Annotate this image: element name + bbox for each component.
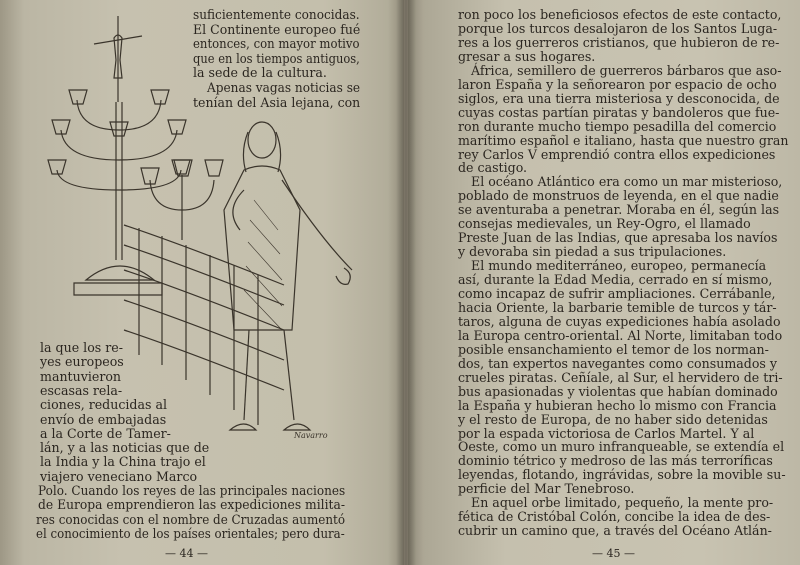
text-line: poblado de monstruos de leyenda, en el que nadie [458, 188, 779, 204]
text-line: así, durante la Edad Media, cerrado en sí mismo, [458, 272, 773, 288]
text-line: En aquel orbe limitado, pequeño, la mente pro- [471, 495, 774, 511]
text-line: Preste Juan de las Indias, que apresaba los navíos [458, 230, 778, 246]
text-line: porque los turcos desalojaron de los Santos Luga- [458, 20, 778, 36]
text-line: taros, alguna de cuyas expediciones había asolado [458, 313, 781, 329]
text-line: fética de Cristóbal Colón, concibe la idea de des- [458, 509, 771, 525]
text-line: ron poco los beneficiosos efectos de este contacto, [458, 7, 782, 22]
text-line: El océano Atlántico era como un mar misterioso, [471, 174, 783, 190]
right-page [408, 0, 800, 565]
text-line: a la Corte de Tamer- [40, 425, 171, 441]
text-line: siglos, era una tierra misteriosa y desconocida, de [458, 90, 780, 106]
text-line: ron durante mucho tiempo pesadilla del comercio [458, 118, 777, 134]
text-line: El mundo mediterráneo, europeo, permanecía [471, 258, 767, 274]
text-line: mantuvieron [40, 368, 122, 384]
text-line: África, semillero de guerreros bárbaros que aso- [471, 62, 782, 78]
text-line: crueles piratas. Ceñíale, al Sur, el hervidero de tri- [458, 369, 783, 385]
text-line: el conocimiento de los países orientales; pero dura- [36, 525, 345, 541]
text-line: dos, tan expertos navegantes como consumados y [458, 355, 778, 371]
text-line: suficientemente conocidas. [193, 7, 360, 22]
text-line: de castigo. [458, 160, 528, 176]
text-line: ciones, reducidas al [40, 397, 167, 413]
text-line: yes europeos [40, 354, 124, 370]
text-line: la India y la China trajo el [40, 454, 206, 470]
text-line: la España y hubieran hecho lo mismo con Francia [458, 397, 777, 413]
text-line: la sede de la cultura. [193, 65, 327, 81]
text-line: viajero veneciano Marco [40, 468, 198, 484]
text-line: como incapaz de sufrir ampliaciones. Cerrábanle, [458, 286, 776, 301]
text-line: la Europa centro-oriental. Al Norte, limitaban todo [458, 327, 783, 343]
text-line: la que los re- [40, 340, 123, 355]
text-line: escasas rela- [40, 382, 123, 398]
text-line: consejas medievales, un Rey-Ogro, el llamado [458, 216, 751, 232]
text-line: entonces, con mayor motivo [193, 36, 360, 52]
text-line: envío de embajadas [40, 411, 167, 427]
text-line: res a los guerreros cristianos, que hubieron de re- [458, 34, 780, 50]
text-line: El Continente europeo fué [193, 21, 361, 37]
text-line: hacia Oriente, la barbarie temible de turcos y tár- [458, 299, 777, 315]
text-line: cuyas costas partían piratas y bandoleros que fue- [458, 104, 780, 120]
text-line: bus apasionadas y violentas que habían dominado [458, 383, 778, 399]
text-line: lán, y a las noticias que de [40, 440, 210, 456]
artist-signature: Navarro [294, 431, 328, 440]
text-line: de Europa emprendieron las expediciones milita- [38, 497, 346, 513]
text-line: cubrir un camino que, a través del Océano Atlán- [458, 523, 772, 539]
text-line: posible ensanchamiento el temor de los norman- [458, 341, 769, 357]
text-line: Apenas vagas noticias se [207, 80, 361, 95]
text-line: tenían del Asia lejana, con [193, 94, 361, 110]
text-line: que en los tiempos antiguos, [193, 50, 360, 66]
text-line: gresar a sus hogares. [458, 48, 596, 64]
text-line: dominio tétrico y medroso de las más terroríficas [458, 453, 773, 469]
text-line: Polo. Cuando los reyes de las principales naciones [38, 483, 346, 498]
text-line: y el resto de Europa, de no haber sido detenidas [458, 411, 768, 427]
text-line: marítimo español e italiano, hasta que nuestro gran [458, 132, 789, 148]
page-number-right: — 45 — [592, 547, 635, 560]
text-line: se aventuraba a penetrar. Moraba en él, según las [458, 202, 780, 218]
text-line: por la espada victoriosa de Carlos Martel. Y al [458, 425, 755, 441]
text-line: res conocidas con el nombre de Cruzadas aumentó [36, 511, 346, 527]
text-line: leyendas, flotando, ingrávidas, sobre la movible su- [458, 467, 786, 483]
book-gutter [396, 0, 416, 565]
text-line: rey Carlos V emprendió contra ellos expediciones [458, 146, 776, 162]
text-line: laron España y la señorearon por espacio de ocho [458, 76, 777, 92]
page-number-left: — 44 — [165, 547, 208, 560]
text-line: Oeste, como un muro infranqueable, se extendía el [458, 439, 785, 455]
text-line: y devoraba sin piedad a sus tripulaciones. [458, 244, 727, 260]
text-line: perficie del Mar Tenebroso. [458, 481, 635, 497]
